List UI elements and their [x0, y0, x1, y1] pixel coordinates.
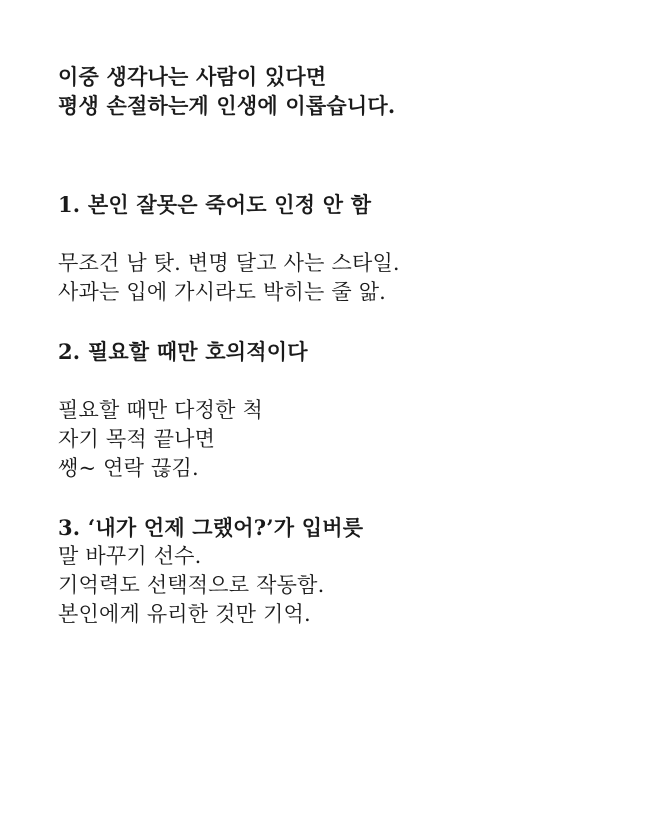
- document-body: [58, 62, 638, 629]
- section-2-line-2: 자기 목적 끝나면: [58, 427, 216, 451]
- section-2-line-3: 쌩~ 연락 끊김.: [58, 456, 199, 480]
- intro-line-1: 이중 생각나는 사람이 있다면: [58, 64, 327, 89]
- spacer: [58, 307, 638, 337]
- section-3-line-2: 기억력도 선택적으로 작동함.: [58, 573, 325, 597]
- spacer: [58, 366, 638, 396]
- spacer: [58, 483, 638, 513]
- section-1-line-2: 사과는 입에 가시라도 박히는 줄 앎.: [58, 280, 387, 304]
- section-2-line-1: 필요할 때만 다정한 척: [58, 398, 263, 422]
- section-3-line-3: 본인에게 유리한 것만 기억.: [58, 602, 311, 626]
- section-3-line-1: 말 바꾸기 선수.: [58, 544, 202, 568]
- section-1-line-1: 무조건 남 탓. 변명 달고 사는 스타일.: [58, 251, 400, 275]
- intro-line-2: 평생 손절하는게 인생에 이롭습니다.: [58, 93, 396, 118]
- section-3-heading: 3. ‘내가 언제 그랬어?’가 입버릇: [58, 515, 364, 540]
- spacer: [58, 219, 638, 249]
- spacer: [58, 120, 638, 190]
- section-2-heading: 2. 필요할 때만 호의적이다: [58, 339, 308, 364]
- section-1-heading: 1. 본인 잘못은 죽어도 인정 안 함: [58, 192, 372, 217]
